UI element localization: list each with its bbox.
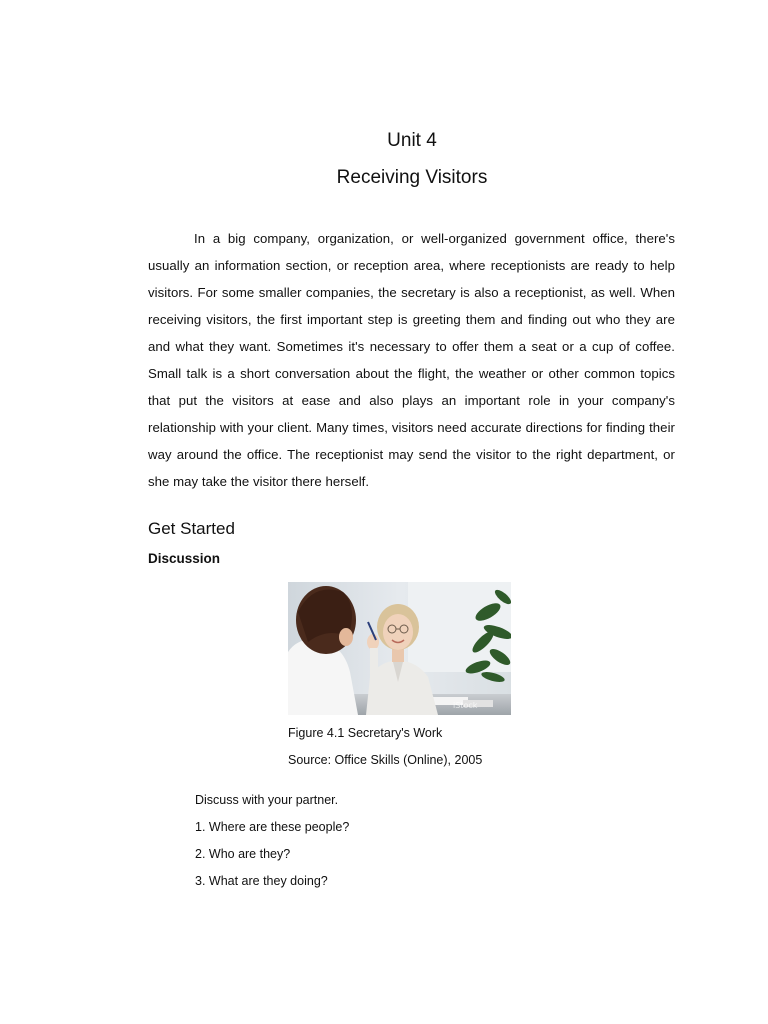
unit-subtitle: Receiving Visitors: [336, 167, 488, 188]
discussion-question: 2. Who are they?: [195, 847, 291, 861]
intro-paragraph: In a big company, organization, or well-organized government office, there's usually an information section, or reception area, where receptionists are ready to help visitors. For some smaller companies, the secretary is also a receptionist, as well. When receiving visitors, the first important step is greeting them and finding out who they are and what they want. Sometimes it's necessary to offer them a seat or a cup of coffee. Small talk is a short conversation about the flight, the weather or other common topics that put the visitors at ease and also plays an important role in your company's relationship with your client. Many times, visitors need accurate directions for finding their way around the office. The receptionist may send the visitor to the right department, or she may take the visitor there herself.: [148, 231, 675, 489]
discussion-question: 3. What are they doing?: [195, 874, 328, 888]
figure-caption: Figure 4.1 Secretary's Work: [288, 726, 443, 740]
figure-source: Source: Office Skills (Online), 2005: [288, 753, 483, 767]
secretary-photo: [288, 582, 511, 715]
discussion-question: 1. Where are these people?: [195, 820, 350, 834]
unit-title: Unit 4: [387, 130, 437, 151]
discussion-prompt: Discuss with your partner.: [195, 793, 339, 807]
discussion-heading: Discussion: [148, 551, 221, 566]
svg-text:iStock: iStock: [453, 701, 478, 710]
get-started-heading: Get Started: [148, 519, 235, 538]
